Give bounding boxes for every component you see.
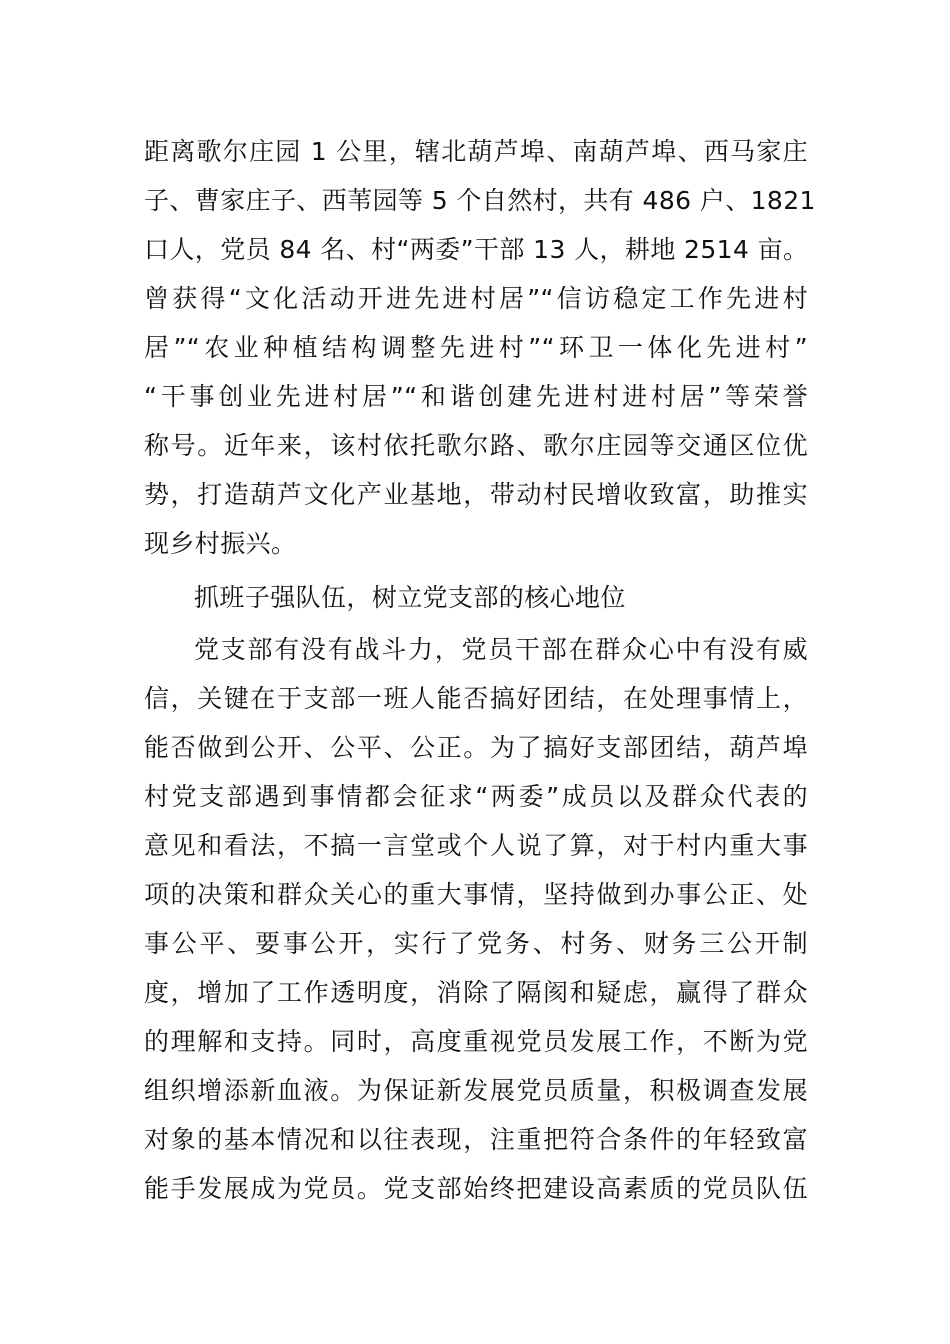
- text-line: 村党支部遇到事情都会征求“两委”成员以及群众代表的: [144, 782, 808, 811]
- text-line: 能手发展成为党员。党支部始终把建设高素质的党员队伍: [144, 1174, 808, 1203]
- text-line: 距离歌尔庄园 1 公里，辖北葫芦埠、南葫芦埠、西马家庄: [144, 137, 808, 166]
- text-line: 事公平、要事公开，实行了党务、村务、财务三公开制: [144, 929, 808, 958]
- text-line: 度，增加了工作透明度，消除了隔阂和疑虑，赢得了群众: [144, 978, 808, 1007]
- text-line: 称号。近年来，该村依托歌尔路、歌尔庄园等交通区位优: [144, 431, 808, 460]
- text-line: 对象的基本情况和以往表现，注重把符合条件的年轻致富: [144, 1125, 808, 1154]
- text-line: 口人，党员 84 名、村“两委”干部 13 人，耕地 2514 亩。: [144, 235, 809, 264]
- text-line: 党支部有没有战斗力，党员干部在群众心中有没有威: [194, 635, 808, 664]
- text-line: 能否做到公开、公平、公正。为了搞好支部团结，葫芦埠: [144, 733, 808, 762]
- heading-line: 抓班子强队伍，树立党支部的核心地位: [194, 583, 626, 612]
- text-line: 意见和看法，不搞一言堂或个人说了算，对于村内重大事: [144, 831, 808, 860]
- text-line: 居”“农业种植结构调整先进村”“环卫一体化先进村”: [144, 333, 808, 362]
- text-line: 现乡村振兴。: [144, 529, 297, 558]
- text-line: 曾获得“文化活动开进先进村居”“信访稳定工作先进村: [144, 284, 808, 313]
- text-line: “干事创业先进村居”“和谐创建先进村进村居”等荣誉: [144, 382, 808, 411]
- text-line: 子、曹家庄子、西苇园等 5 个自然村，共有 486 户、1821: [144, 186, 816, 215]
- text-line: 信，关键在于支部一班人能否搞好团结，在处理事情上，: [144, 684, 808, 713]
- text-line: 的理解和支持。同时，高度重视党员发展工作，不断为党: [144, 1027, 808, 1056]
- text-line: 势，打造葫芦文化产业基地，带动村民增收致富，助推实: [144, 480, 808, 509]
- text-line: 组织增添新血液。为保证新发展党员质量，积极调查发展: [144, 1076, 808, 1105]
- text-line: 项的决策和群众关心的重大事情，坚持做到办事公正、处: [144, 880, 808, 909]
